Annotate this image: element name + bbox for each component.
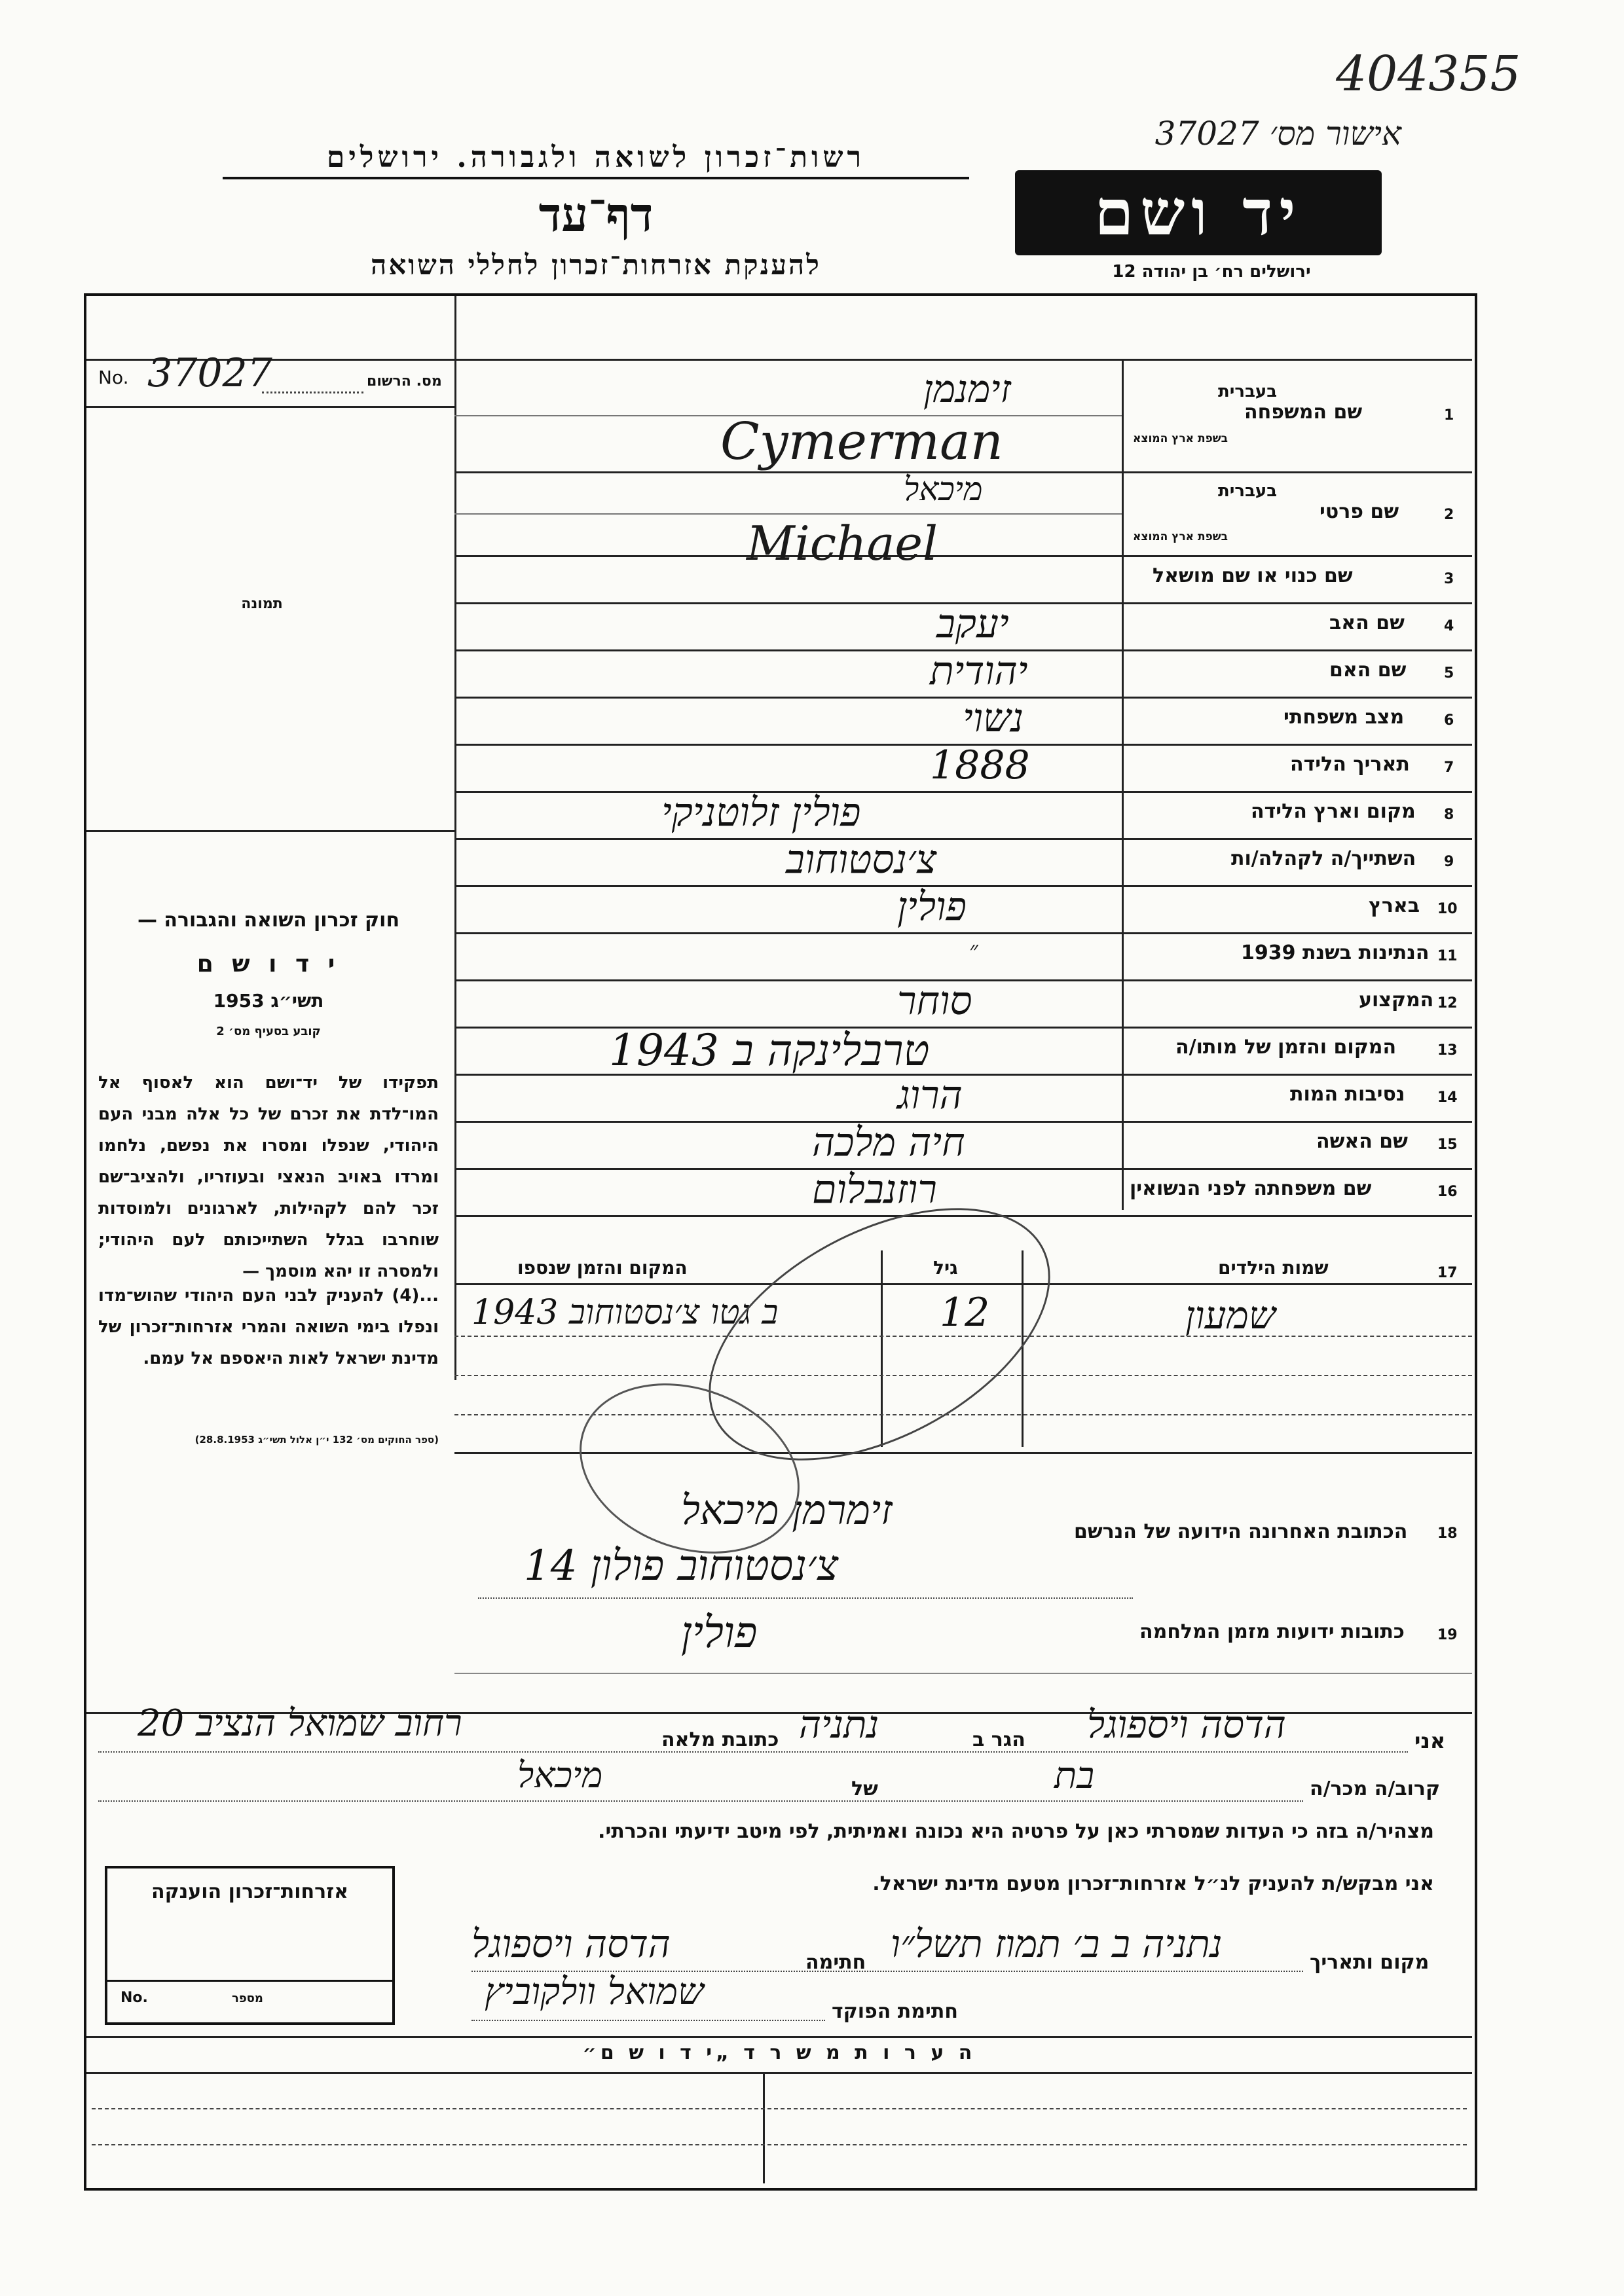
- field-label-mother-name: שם האם: [1329, 659, 1407, 682]
- field-label-profession: המקצוע: [1359, 989, 1434, 1011]
- value-family-name-origin[interactable]: Cymerman: [720, 412, 1003, 471]
- declarant-name[interactable]: הדסה ויספוגל: [1087, 1702, 1286, 1747]
- form-title: דף־עד: [538, 187, 654, 242]
- declarant-ani-label: אני: [1414, 1728, 1446, 1753]
- children-header-names: שמות הילדים: [1218, 1257, 1329, 1279]
- citizenship-box-number-label: מספר: [232, 1992, 263, 2005]
- value-last-address-line1[interactable]: זימרמן מיכאל: [681, 1486, 893, 1534]
- citizenship-box-title: אזרחות־זכרון הוענקה: [151, 1880, 349, 1903]
- citizenship-granted-box: [105, 1866, 395, 2025]
- citizenship-box-prefix: No.: [120, 1990, 148, 2006]
- signature-label: חתימה: [805, 1951, 866, 1974]
- field-label-wife-name: שם האשה: [1316, 1130, 1408, 1153]
- yad-vashem-logo: [1015, 170, 1382, 255]
- field-number: 13: [1437, 1042, 1458, 1059]
- value-family-name-hebrew[interactable]: זימנמן: [923, 367, 1011, 411]
- field-label-community: השתייך/ה לקהלה/ות: [1231, 847, 1416, 870]
- declaration-statement: מצהיר/ה בזה כי העדות שמסרתי כאן על פרטיה היא נכונה ואמיתית, לפי מיטב ידיעתי והכרתי.: [598, 1820, 1434, 1843]
- declarant-address[interactable]: רחוב שמואל הנציב 20: [138, 1702, 462, 1745]
- field-number: 9: [1444, 854, 1454, 870]
- field-number: 6: [1444, 712, 1454, 729]
- field-label-death-place-time: המקום והזמן של מותו/ה: [1175, 1036, 1397, 1059]
- field-label-birth-date: תאריך הלידה: [1290, 753, 1410, 776]
- law-body: תפקידו של יד־ושם הוא לאסוף אל המו־לדת את זכרם של כל אלה מבני העם היהודי, שנפלו ומסרו את נפשם, נלחמו ומרדו באויב הנאצי ובעוזריו, ולהציב־שם זכר להם לקהילות, לארגונים ולמוסדות שוחרבו בגלל השתייכותם לעם היהודי; ולמסרה זו יהא מוסמך —: [98, 1073, 439, 1281]
- value-community[interactable]: צ׳נסטוחוב: [786, 837, 937, 883]
- value-last-address-line2[interactable]: צ׳נסטוחוב פולון 14: [524, 1542, 839, 1590]
- photo-area: [105, 432, 432, 812]
- law-title: חוק זכרון השואה והגבורה —: [137, 909, 400, 932]
- declarant-relation[interactable]: בת: [1054, 1755, 1095, 1797]
- registration-prefix: No.: [98, 367, 129, 388]
- value-citizenship-1939[interactable]: ״: [969, 937, 978, 964]
- officer-label: חתימת הפוקד: [832, 2000, 958, 2023]
- field-number: 16: [1437, 1184, 1458, 1200]
- approval-note: אישור מס׳ 37027: [1154, 115, 1401, 153]
- authority-name: רשות־זכרון לשואה ולגבורה. ירושלים: [223, 141, 969, 179]
- field-sub-origin: בשפת ארץ המוצא: [1133, 432, 1228, 445]
- value-father-name[interactable]: יעקב: [936, 601, 1009, 647]
- value-country[interactable]: פולין: [897, 884, 967, 930]
- officer-signature[interactable]: שמואל וולקוביץ: [485, 1971, 704, 2013]
- field-label-marital-status: מצב משפחתי: [1283, 706, 1405, 729]
- address-label: כתובת מלאה: [661, 1728, 779, 1751]
- field-number: 18: [1437, 1525, 1458, 1542]
- value-war-address[interactable]: פולין: [681, 1607, 758, 1658]
- registration-label: מס. הרשום: [367, 373, 442, 390]
- of-label: של: [851, 1777, 878, 1800]
- field-label-death-circumstances: נסיבות המות: [1290, 1083, 1405, 1106]
- field-number: 4: [1444, 618, 1454, 634]
- field-label-birth-place: מקום וארץ הלידה: [1251, 800, 1416, 823]
- value-wife-name[interactable]: חיה מלכה: [812, 1120, 965, 1165]
- value-birth-place[interactable]: פולין זלוטניקי: [661, 790, 861, 835]
- law-clause4: ...(4) להעניק לבני העם היהודי שהוש־מדו ונפלו בימי השואה והמרי אזרחות־זכרון של מדינת ישראל לאות היאספם אל עמם.: [98, 1286, 439, 1368]
- citizenship-request: אני מבקש/ת להעניק לנ״ל אזרחות־זכרון מטעם מדינת ישראל.: [872, 1872, 1434, 1895]
- field-number: 8: [1444, 807, 1454, 823]
- archive-number: 404355: [1336, 46, 1521, 102]
- value-birth-date[interactable]: 1888: [930, 742, 1030, 788]
- children-header-age: גיל: [933, 1257, 958, 1279]
- field-sub-origin: בשפת ארץ המוצא: [1133, 530, 1228, 543]
- photo-label: תמונה: [241, 596, 283, 612]
- value-profession[interactable]: סוחר: [897, 978, 972, 1024]
- child-death-place[interactable]: ב גטו צ׳נסטוחוב 1943: [471, 1293, 779, 1332]
- children-header-place: המקום והזמן שנספו: [517, 1257, 688, 1279]
- field-sub-hebrew: בעברית: [1218, 481, 1278, 501]
- child-age[interactable]: 12: [940, 1290, 990, 1336]
- field-label-nickname: שם כנוי או שם מושאל: [1153, 564, 1353, 587]
- logo-text: יד ושם: [1094, 175, 1302, 249]
- field-sub-hebrew: בעברית: [1218, 382, 1278, 401]
- law-org: י ד ו ש ם: [196, 951, 341, 977]
- field-label-family-name: שם המשפחה: [1244, 401, 1363, 424]
- field-number: 2: [1444, 507, 1454, 523]
- field-label-last-address: הכתובת האחרונה הידועה של הנרשם: [1074, 1520, 1408, 1543]
- field-label-father-name: שם האב: [1329, 611, 1405, 634]
- field-number: 5: [1444, 665, 1454, 682]
- value-mother-name[interactable]: יהודית: [930, 648, 1028, 694]
- field-number: 10: [1437, 901, 1458, 917]
- child-name[interactable]: שמעון: [1185, 1293, 1276, 1338]
- value-death-place-time[interactable]: טרבלינקה ב 1943: [609, 1025, 930, 1076]
- value-first-name-origin[interactable]: Michael: [747, 516, 938, 571]
- place-date-label: מקום ותאריך: [1310, 1951, 1430, 1974]
- field-number: 7: [1444, 759, 1454, 776]
- office-notes-title: ה ע ר ו ת מ ש ר ד „י ד ו ש ם״: [582, 2041, 976, 2064]
- field-label-country: בארץ: [1369, 894, 1420, 917]
- law-citation: (ספר החוקים מס׳ 132 י״ן אלול תשי״ג 28.8.1953): [194, 1434, 439, 1446]
- field-number: 15: [1437, 1137, 1458, 1153]
- registration-number: 37027: [147, 350, 272, 396]
- form-subtitle: להענקת אזרחות־זכרון לחללי השואה: [371, 249, 821, 281]
- field-number: 12: [1437, 995, 1458, 1011]
- field-number: 3: [1444, 571, 1454, 587]
- field-number: 17: [1437, 1265, 1458, 1281]
- value-first-name-hebrew[interactable]: מיכאל: [904, 470, 983, 508]
- field-number: 14: [1437, 1089, 1458, 1106]
- value-marital-status[interactable]: נשוי: [963, 695, 1024, 741]
- place-date-value[interactable]: נתניה ב ב׳ תמוז תשל״ו: [891, 1922, 1223, 1966]
- field-label-wife-maiden-name: שם משפחתה לפני הנשואין: [1130, 1177, 1372, 1200]
- relation-label: קרוב/ה מכר/ה: [1310, 1777, 1441, 1800]
- address-line: ירושלים רח׳ בן יהודה 12: [1112, 262, 1311, 282]
- declarant-of-value[interactable]: מיכאל: [517, 1755, 603, 1796]
- field-number: 1: [1444, 407, 1454, 424]
- value-wife-maiden-name[interactable]: רוזנבלום: [812, 1167, 937, 1212]
- field-label-war-address: כתובות ידועות מזמן המלחמה: [1139, 1620, 1405, 1643]
- law-clause: קובע בסעיף מס׳ 2: [216, 1025, 321, 1038]
- value-death-circumstances[interactable]: הרוג: [897, 1072, 963, 1118]
- field-number: 11: [1437, 948, 1458, 964]
- field-number: 19: [1437, 1627, 1458, 1643]
- law-year: תשי״ג 1953: [213, 990, 324, 1011]
- field-label-first-name: שם פרטי: [1320, 500, 1399, 523]
- declarant-signature[interactable]: הדסה ויספוגל: [471, 1922, 671, 1966]
- resides-label: הגר ב: [972, 1728, 1025, 1751]
- field-label-citizenship-1939: הנתינות בשנת 1939: [1241, 941, 1430, 964]
- declarant-city[interactable]: נתניה: [799, 1702, 879, 1747]
